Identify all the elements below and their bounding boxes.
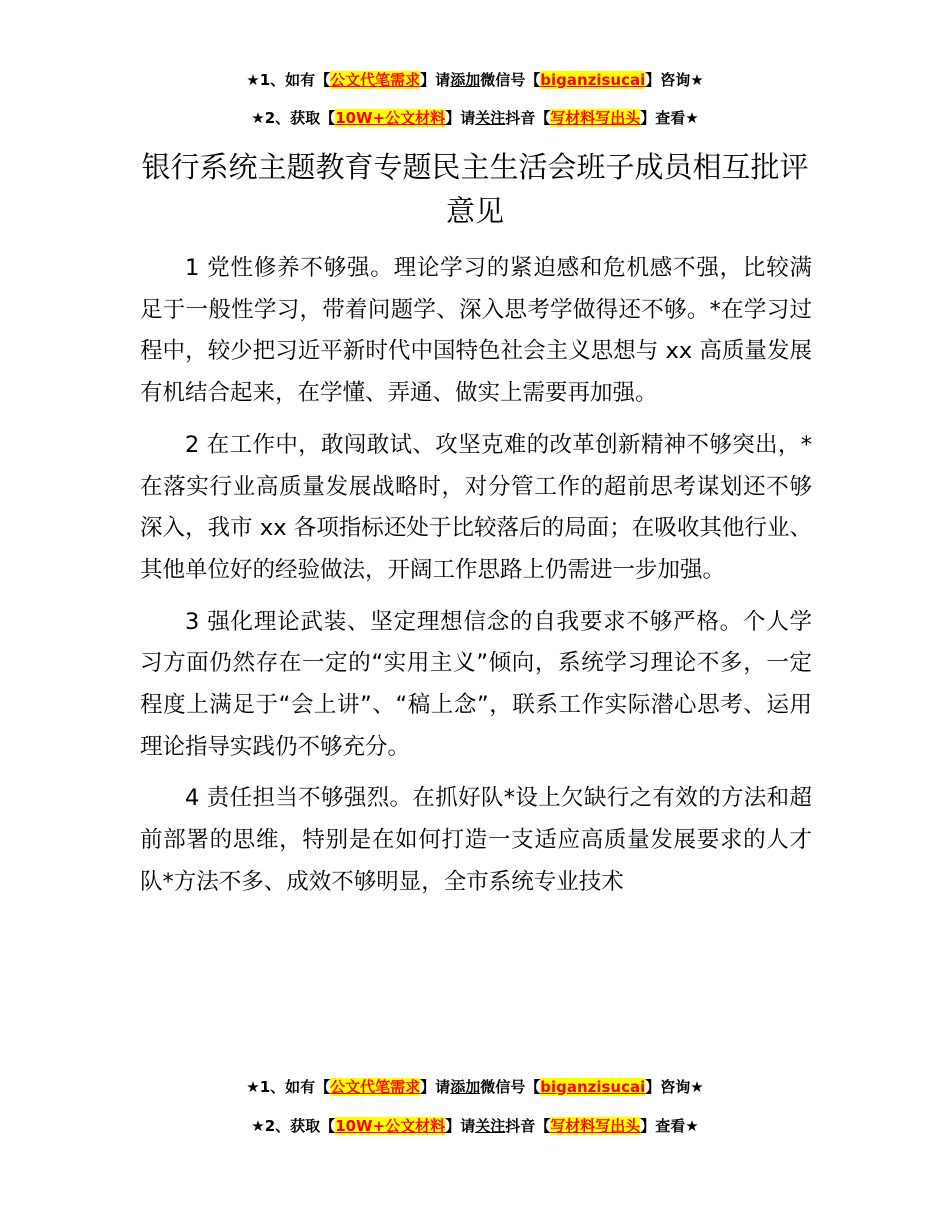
banner-text: ★2、获取【 bbox=[251, 1117, 336, 1135]
banner-highlight: 10W+公文材料 bbox=[335, 109, 446, 127]
banner-text: ★1、如有【 bbox=[246, 1078, 331, 1096]
promo-banner-bottom-line1 bbox=[0, 1077, 950, 1097]
banner-douyin-id: 写材料写出头 bbox=[550, 109, 641, 127]
paragraph-2: 2 在工作中，敢闯敢试、攻坚克难的改革创新精神不够突出，*在落实行业高质量发展战略时，对分管工作的超前思考谋划还不够深入，我市 xx 各项指标还处于比较落后的局面；在吸收其他行业、其他单位好的经验做法，开阔工作思路上仍需进一步加强。 bbox=[140, 431, 812, 583]
banner-underlined: 关注 bbox=[475, 109, 506, 127]
banner-text: 】咨询★ bbox=[645, 71, 704, 89]
banner-text: ★1、如有【 bbox=[246, 71, 331, 89]
banner-text: 抖音【 bbox=[505, 109, 551, 127]
banner-text: 】请 bbox=[420, 1078, 451, 1096]
banner-highlight: 公文代笔需求 bbox=[330, 1078, 421, 1096]
banner-text: ★2、获取【 bbox=[251, 109, 336, 127]
banner-text: 】请 bbox=[445, 1117, 476, 1135]
paragraph-1: 1 党性修养不够强。理论学习的紧迫感和危机感不强，比较满足于一般性学习，带着问题学、深入思考学做得还不够。*在学习过程中，较少把习近平新时代中国特色社会主义思想与 xx 高质量发展有机结合起来，在学懂、弄通、做实上需要再加强。 bbox=[140, 255, 812, 407]
banner-text: 】咨询★ bbox=[645, 1078, 704, 1096]
banner-text: 抖音【 bbox=[505, 1117, 551, 1135]
banner-highlight: 10W+公文材料 bbox=[335, 1117, 446, 1135]
document-body bbox=[140, 248, 812, 914]
banner-underlined: 关注 bbox=[475, 1117, 506, 1135]
promo-banner-bottom-line2 bbox=[0, 1116, 950, 1136]
banner-wechat-id: biganzisucai bbox=[540, 71, 646, 89]
banner-text: 微信号【 bbox=[480, 71, 541, 89]
banner-underlined: 添加 bbox=[450, 71, 481, 89]
banner-text: 】查看★ bbox=[640, 109, 699, 127]
banner-text: 】查看★ bbox=[640, 1117, 699, 1135]
paragraph-4: 4 责任担当不够强烈。在抓好队*设上欠缺行之有效的方法和超前部署的思维，特别是在如何打造一支适应高质量发展要求的人才队*方法不多、成效不够明显，全市系统专业技术 bbox=[140, 785, 812, 895]
banner-underlined: 添加 bbox=[450, 1078, 481, 1096]
promo-banner-top-line1 bbox=[0, 70, 950, 90]
banner-douyin-id: 写材料写出头 bbox=[550, 1117, 641, 1135]
promo-banner-top-line2 bbox=[0, 108, 950, 128]
banner-highlight: 公文代笔需求 bbox=[330, 71, 421, 89]
paragraph-3: 3 强化理论武装、坚定理想信念的自我要求不够严格。个人学习方面仍然存在一定的“实用主义”倾向，系统学习理论不多，一定程度上满足于“会上讲”、“稿上念”，联系工作实际潜心思考、运用理论指导实践仍不够充分。 bbox=[140, 608, 812, 760]
banner-text: 微信号【 bbox=[480, 1078, 541, 1096]
banner-text: 】请 bbox=[420, 71, 451, 89]
banner-wechat-id: biganzisucai bbox=[540, 1078, 646, 1096]
document-title: 银行系统主题教育专题民主生活会班子成员相互批评意见 bbox=[141, 150, 809, 228]
banner-text: 】请 bbox=[445, 109, 476, 127]
